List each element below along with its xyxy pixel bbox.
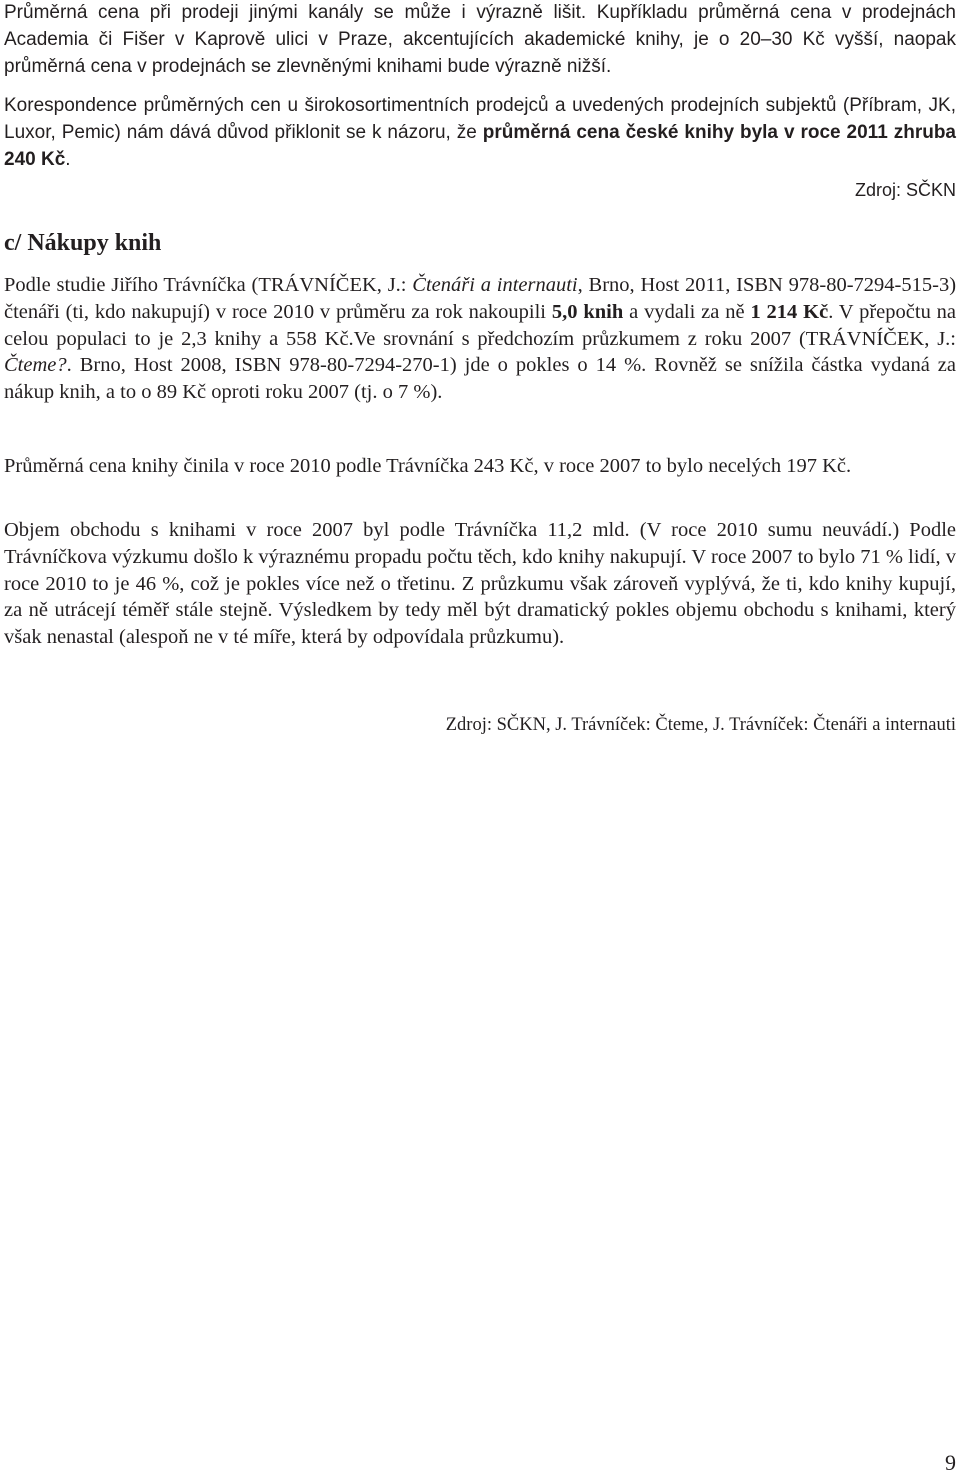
source-note-scкn: Zdroj: SČKN bbox=[854, 180, 956, 200]
paragraph-average-book-price: Průměrná cena knihy činila v roce 2010 podle Trávníčka 243 Kč, v roce 2007 to bylo necelých 197 Kč. bbox=[4, 455, 852, 477]
text-segment: . Brno, Host 2008, ISBN 978-80-7294-270-1) jde o pokles o 14 %. Rovněž se snížila částka vydaná za nákup knih, a to o 89 Kč oproti roku 2007 (tj. o 7 %). bbox=[4, 354, 956, 404]
source-note-full: Zdroj: SČKN, J. Trávníček: Čteme, J. Trávníček: Čtenáři a internauti bbox=[445, 715, 956, 735]
paragraph-text-end: . bbox=[65, 148, 71, 170]
paragraph-average-price-channels: Průměrná cena při prodeji jinými kanály se může i výrazně lišit. Kupříkladu průměrná cena v prodejnách Academia či Fišer v Kaprově ulici v Praze, akcentujících akademické knihy, je o 20–30 Kč vyšší, naopak průměrná cena v prodejnách se zlevněnými knihami bude výrazně nižší. bbox=[4, 2, 956, 77]
paragraph-text-start: Korespondence průměrných cen u širokosortimentních prodejců a uvedených prodejních subjektů (Příbram, JK, Luxor, Pemic) nám dává důvod přiklonit se k názoru, že bbox=[4, 95, 956, 143]
bold-books-count: 5,0 knih bbox=[551, 300, 624, 323]
text-segment: Podle studie Jiřího Trávníčka (TRÁVNÍČEK, J.: bbox=[4, 274, 413, 296]
paragraph-price-correspondence bbox=[4, 93, 956, 173]
section-heading: c/ Nákupy knih bbox=[4, 230, 162, 256]
book-title-ctenari: Čtenáři a internauti bbox=[412, 274, 578, 296]
page-number: 9 bbox=[945, 1450, 956, 1475]
bold-price-claim: průměrná cena české knihy byla v roce 2011 zhruba 240 Kč bbox=[4, 121, 956, 170]
paragraph-trade-volume: Objem obchodu s knihami v roce 2007 byl podle Trávníčka 11,2 mld. (V roce 2010 sumu neuvádí.) Podle Trávníčkova výzkumu došlo k výraznému propadu počtu těch, kdo knihy nakupují. V roce 2007 to bylo 71 % lidí, v roce 2010 to je 46 %, což je pokles více než o třetinu. Z průzkumu však zároveň vyplývá, že ti, kdo knihy kupují, za ně utrácejí téměř stále stejně. Výsledkem by tedy měl být dramatický pokles objemu obchodu s knihami, který však nenastal (alespoň ne v té míře, která by odpovídala průzkumu). bbox=[4, 519, 956, 649]
book-title-cteme: Čteme? bbox=[4, 354, 67, 377]
bold-amount-spent: 1 214 Kč bbox=[750, 300, 829, 323]
paragraph-travnicek-study bbox=[4, 272, 956, 406]
text-segment: a vydali za ně bbox=[623, 300, 751, 323]
text-segment: , Brno, Host 2011, ISBN 978-80-7294-515-3) čtenáři (ti, kdo nakupují) v roce 2010 v průměru za rok nakoupili bbox=[4, 274, 957, 323]
text-segment: . V přepočtu na celou populaci to je 2,3 knihy a 558 Kč.Ve srovnání s předchozím průzkumem z roku 2007 (TRÁVNÍČEK, J.: bbox=[4, 300, 957, 350]
